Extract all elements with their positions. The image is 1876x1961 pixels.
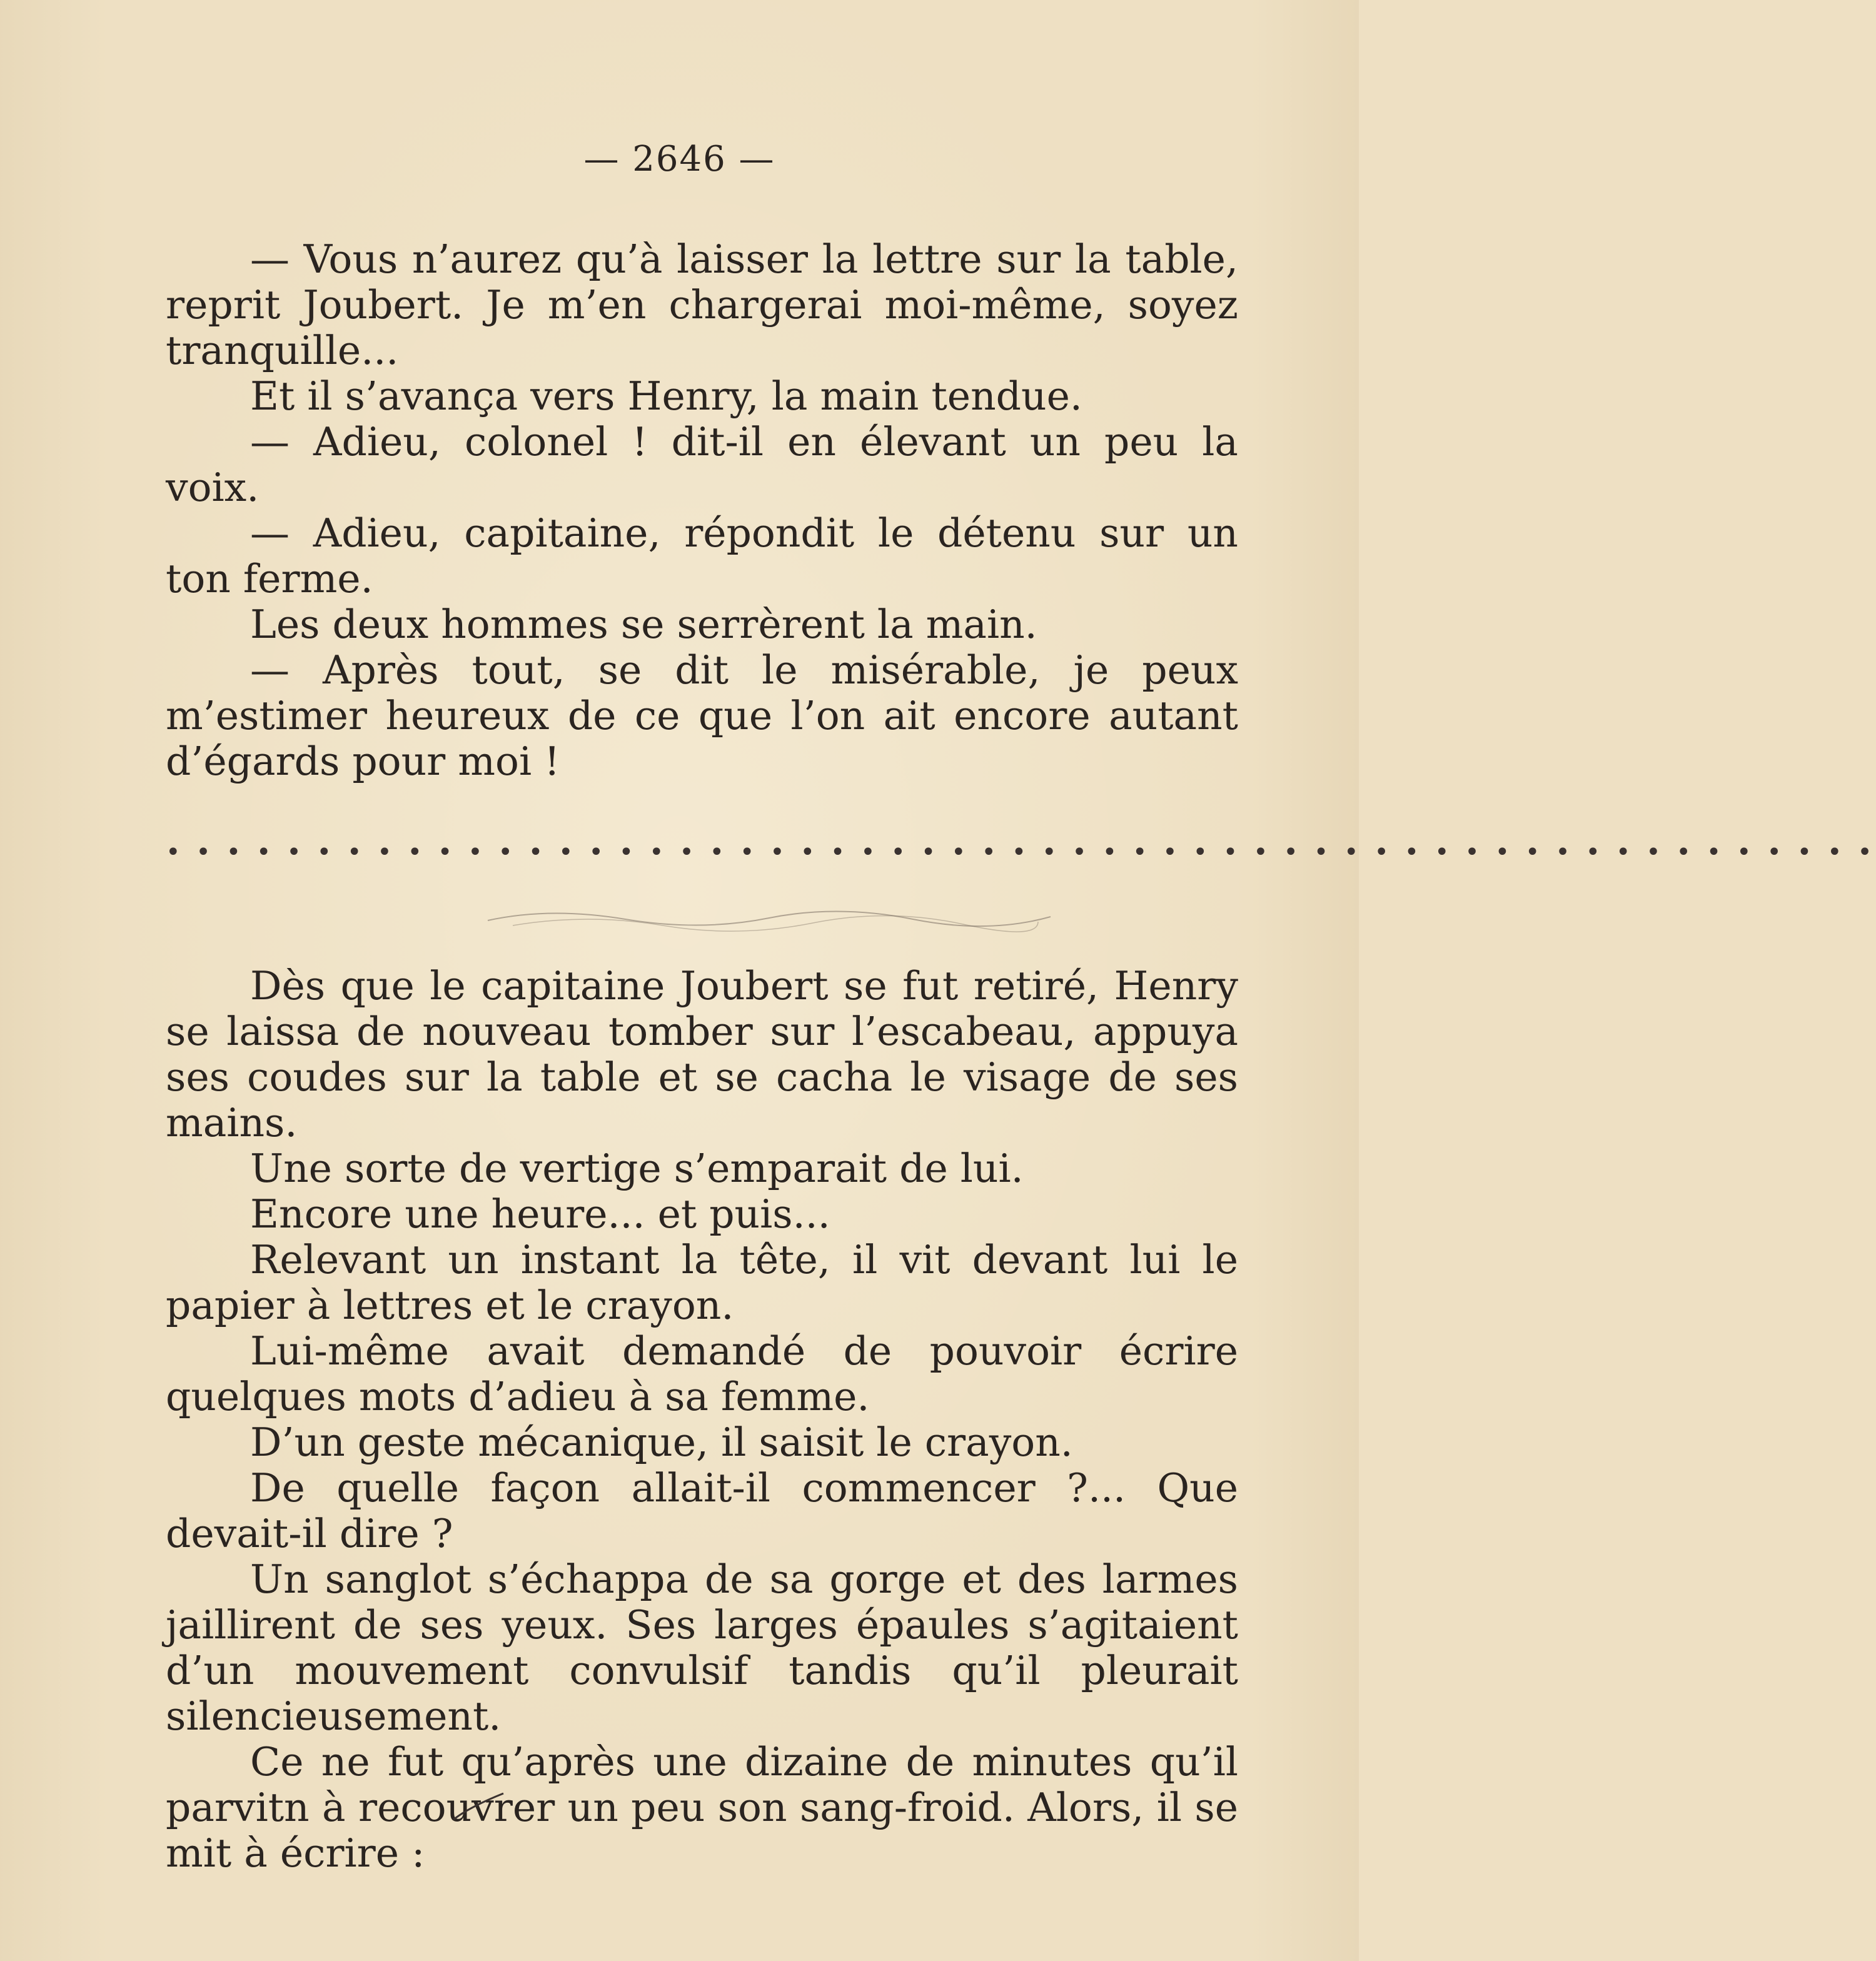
pen-stroke-mark [450,1788,507,1826]
paragraph: Ce ne fut qu’après une dizaine de minutes qu’il parvitn à recouvrer un peu son sang-froid. Alors, il se mit à écrire : [166,1739,1238,1876]
paragraph: Dès que le capitaine Joubert se fut retiré, Henry se laissa de nouveau tomber sur l’escabeau, appuya ses coudes sur la table et se cacha le visage de ses mains. [166,963,1238,1146]
paragraph: Un sanglot s’échappa de sa gorge et des larmes jaillirent de ses yeux. Ses larges épaules s’agitaient d’un mouvement convulsif tandis qu’il pleurait silencieusement. [166,1556,1238,1739]
paragraph: Lui-même avait demandé de pouvoir écrire quelques mots d’adieu à sa femme. [166,1328,1238,1419]
paragraph: — Après tout, se dit le misérable, je peux m’estimer heureux de ce que l’on ait encore autant d’égards pour moi ! [166,647,1238,784]
paragraph: — Adieu, capitaine, répondit le détenu sur un ton ferme. [166,510,1238,602]
text-block-narrative [166,963,1238,1876]
paragraph: D’un geste mécanique, il saisit le crayon. [250,1419,1073,1465]
paragraph: Et il s’avança vers Henry, la main tendue. [250,373,1082,419]
paragraph: Encore une heure... et puis... [250,1191,830,1237]
paragraph: De quelle façon allait-il commencer ?... Que devait-il dire ? [166,1465,1238,1556]
paragraph: Une sorte de vertige s’emparait de lui. [250,1146,1024,1191]
paragraph: — Adieu, colonel ! dit-il en élevant un peu la voix. [166,419,1238,510]
paragraph: Les deux hommes se serrèrent la main. [250,602,1037,647]
paragraph: Relevant un instant la tête, il vit devant lui le papier à lettres et le crayon. [166,1237,1238,1328]
dotted-section-break: • • • • • • • • • • • • • • • • • • • • • • • • • • • • • • • • • • • • • • • • • • • • • • • • • • • • • • • • • [166,838,1876,867]
page-number: — 2646 — [583,139,775,179]
ornamental-separator [475,900,1063,938]
text-block-dialogue [166,236,1238,784]
paragraph: — Vous n’aurez qu’à laisser la lettre sur la table, reprit Joubert. Je m’en chargerai moi-même, soyez tranquille... [166,236,1238,373]
